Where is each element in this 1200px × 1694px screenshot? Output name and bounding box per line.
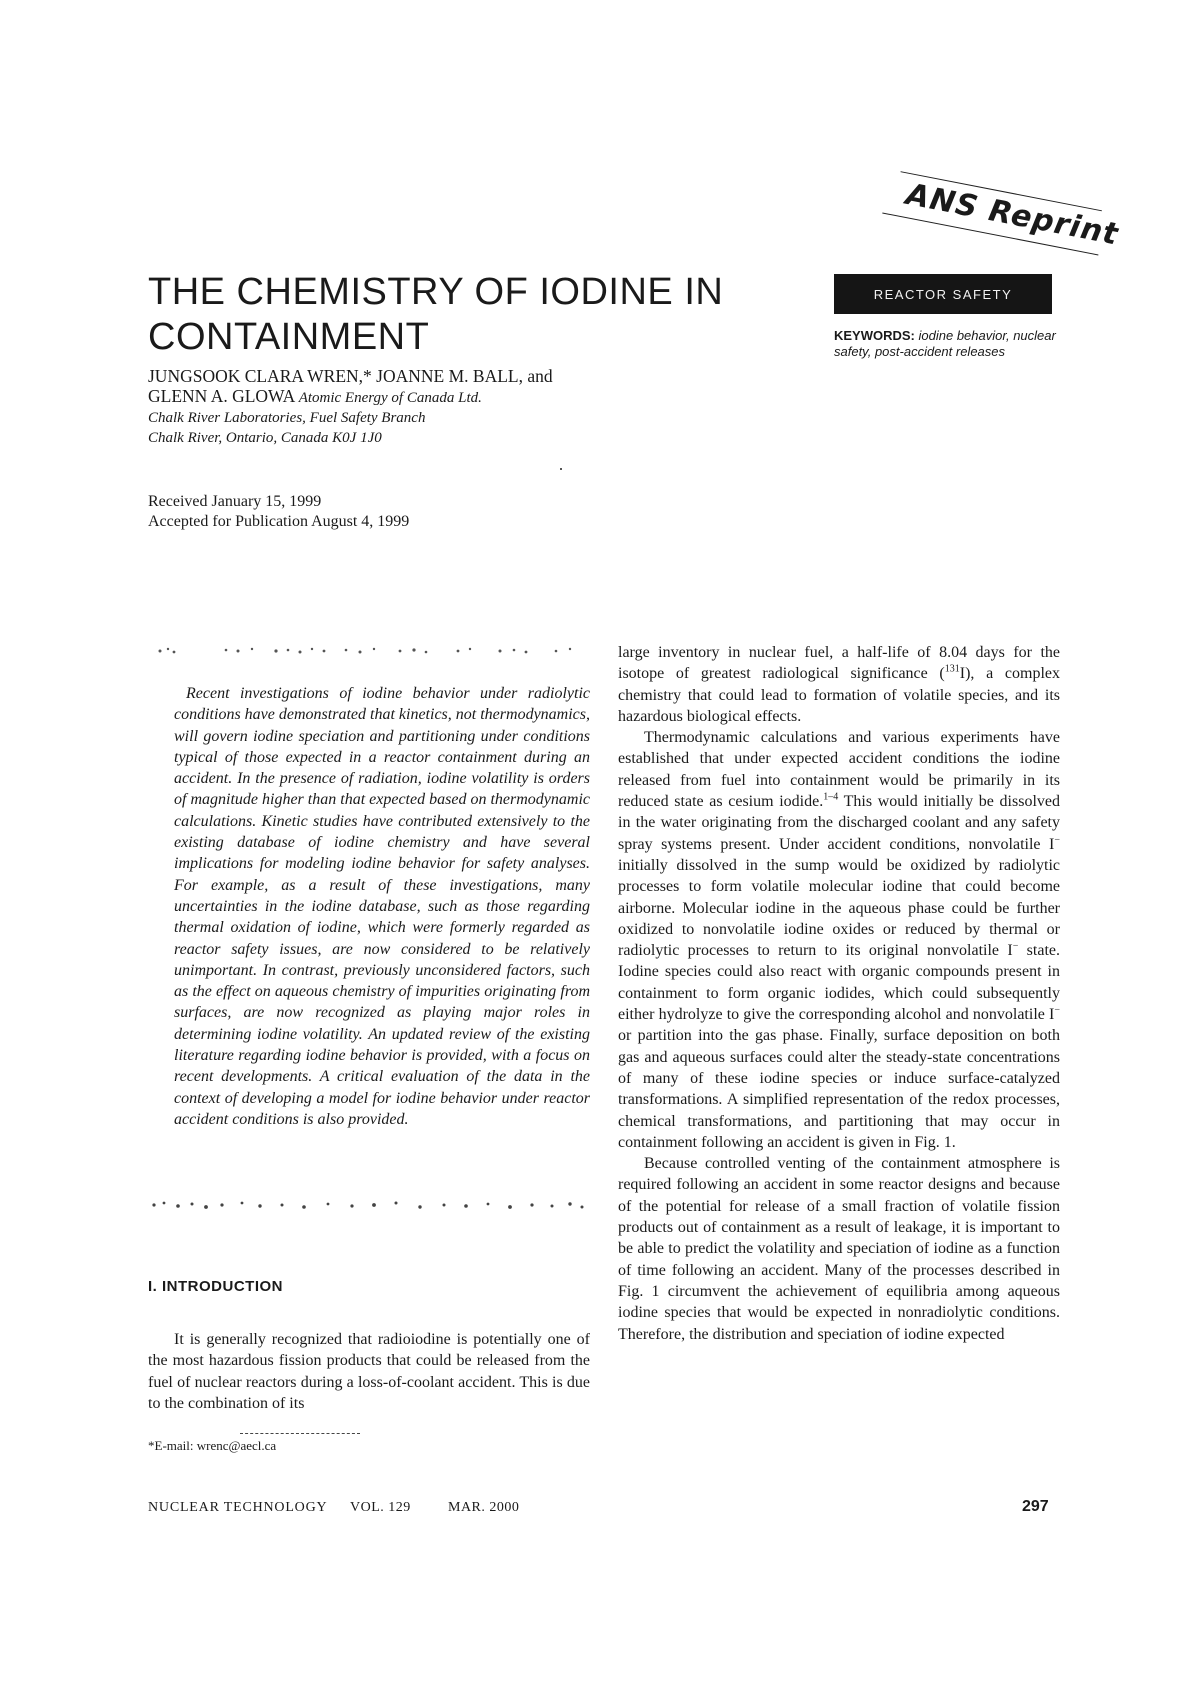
footnote-rule (240, 1433, 360, 1434)
abstract-text: Recent investigations of iodine behavior under radiolytic conditions have demonstrated that kinetics, not thermodynamics, will govern iodine speciation and partitioning under conditions typical of those expected in a reactor containment during an accident. In the presence of radiation, iodine volatility is orders of magnitude higher than that expected based on thermodynamic calculations. Kinetic studies have contributed extensively to the existing database of iodine chemistry and have several implications for modeling iodine behavior for safety analyses. For example, as a result of these investigations, many uncertainties in the iodine database, such as those regarding thermal oxidation of iodine, which were formerly regarded as reactor safety issues, are now considered to be relatively unimportant. In contrast, previously unconsidered factors, such as the effect on aqueous chemistry of impurities originating from surfaces, are now recognized as playing major roles in determining iodine volatility. An updated review of the existing literature regarding iodine behavior is provided, with a focus on recent developments. A critical evaluation of the data in the context of developing a model for iodine behavior under reactor accident conditions is also provided. (174, 685, 590, 1128)
body-text: Thermodynamic calculations and various experiments have established that under expected accident conditions the iodine released from fuel into containment would be primarily in its reduced state as cesium iodide. (618, 729, 1060, 811)
keywords-value: iodine behavior, nuclear safety, post-accident releases (834, 328, 1056, 359)
journal-name: NUCLEAR TECHNOLOGY (148, 1500, 328, 1515)
isotope-symbol: I (959, 665, 966, 683)
body-text: Because controlled venting of the containment atmosphere is required following an accident in some reactor designs and because of the potential for release of a small fraction of volatile fission products out of containment as a result of leakage, it is important to be able to predict the volatility and speciation of iodine as a function of time following an accident. Many of the processes described in Fig. 1 circumvent the achievement of equilibria among aqueous iodine species that would be expected in nonradiolytic conditions. Therefore, the distribution and speciation of iodine expected (618, 1155, 1060, 1343)
section-label: REACTOR SAFETY (834, 274, 1052, 314)
page-number: 297 (1022, 1498, 1049, 1515)
journal-date: MAR. 2000 (448, 1500, 520, 1515)
footnote-email: *E-mail: wrenc@aecl.ca (148, 1438, 277, 1453)
charge-sign: − (1054, 834, 1060, 846)
body-text: This would initially be dissolved in the water originating from the discharged coolant and any safety spray systems present. Under accident conditions, nonvolatile I (618, 793, 1061, 853)
isotope-mass: 131 (944, 663, 960, 675)
keywords (834, 328, 1064, 360)
affiliation-address: Chalk River, Ontario, Canada K0J 1J0 (148, 430, 382, 446)
charge-sign: − (1012, 940, 1019, 952)
affiliation-org: Atomic Energy of Canada Ltd. (298, 390, 482, 406)
abstract-header-rule (148, 643, 590, 657)
body-text: state. Iodine species could also react with organic compounds present in containment to form organic iodides, which could subsequently either hydrolyze to give the corresponding alcohol and nonvolatile I (618, 942, 1060, 1024)
journal-volume: VOL. 129 (350, 1500, 411, 1515)
body-text: initially dissolved in the sump would be oxidized by radiolytic processes to form volatile molecular iodine that could become airborne. Molecular iodine in the aqueous phase could be further oxidized to nonvolatile iodine oxides or reduced by thermal or radiolytic processes to return to its original nonvolatile I (618, 856, 1060, 960)
ans-reprint-stamp (892, 170, 1122, 277)
body-text: or partition into the gas phase. Finally, surface deposition on both gas and aqueous surfaces could alter the steady-state concentrations of many of these iodine species or induce surface-catalyzed transformations. A simplified representation of the redox processes, chemical transformations, and partitioning that may occur in containment following an accident is given in Fig. 1. (618, 1027, 1060, 1151)
citation-ref: 1–4 (823, 791, 839, 803)
author-line-2 (148, 386, 668, 408)
abstract-footer-rule (148, 1197, 590, 1213)
body-paragraph (618, 642, 1060, 727)
section-heading-introduction: I. INTRODUCTION (148, 1278, 283, 1295)
publication-dates (148, 492, 409, 532)
body-text: large inventory in nuclear fuel, a half-life of 8.04 days for the isotope of greatest radiological significance ( (618, 644, 1060, 683)
keywords-label: KEYWORDS: (834, 328, 915, 343)
body-paragraph (618, 727, 1060, 1153)
accepted-date: Accepted for Publication August 4, 1999 (148, 513, 410, 530)
author-names-2: GLENN A. GLOWA (148, 386, 295, 406)
stamp-text: ANS Reprint (903, 177, 1122, 253)
stray-mark (560, 468, 562, 470)
paper-title: THE CHEMISTRY OF IODINE IN CONTAINMENT (148, 271, 724, 358)
affiliation-lab: Chalk River Laboratories, Fuel Safety Branch (148, 410, 426, 426)
intro-paragraph: It is generally recognized that radioiodine is potentially one of the most hazardous fission products that could be released from the fuel of nuclear reactors during a loss-of-coolant accident. This is due to the combination of its (148, 1331, 590, 1412)
author-block (148, 366, 668, 448)
body-paragraph (618, 1153, 1060, 1345)
body-text: ), a complex chemistry that could lead to formation of volatile species, and its hazardous biological effects. (618, 665, 1060, 725)
received-date: Received January 15, 1999 (148, 493, 322, 510)
author-line-1: JUNGSOOK CLARA WREN,* JOANNE M. BALL, and (148, 366, 553, 386)
right-column-text (618, 642, 1060, 1345)
charge-sign: − (1054, 1004, 1060, 1016)
